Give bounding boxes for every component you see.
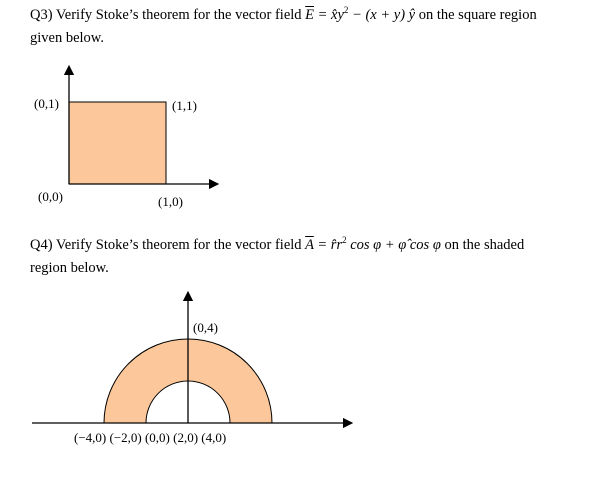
label-0-0: (0,0): [38, 189, 63, 204]
label-1-0: (1,0): [158, 194, 183, 209]
q3-line2: given below.: [30, 30, 104, 46]
q3-diagram: [69, 70, 214, 184]
q4-diagram: [32, 296, 348, 423]
label-0-1: (0,1): [34, 96, 59, 111]
q3-field-exp: 2: [343, 5, 349, 16]
label-0-4: (0,4): [193, 320, 218, 335]
q4-field-expr-2: cos φ + φ̂ cos φ: [346, 237, 441, 253]
q3-prefix: Q3) Verify Stoke’s theorem for the vector field: [30, 7, 306, 23]
q3-field-name: $\overline{E}$: [305, 7, 315, 23]
q4-line1: [30, 234, 524, 256]
q3-suffix: on the square region: [415, 7, 537, 23]
q4-field-name: $\overline{A}$: [305, 237, 314, 253]
q4-field-exp: 2: [342, 235, 347, 246]
q3-field-expr-1: = x̂y: [314, 7, 344, 23]
q4-field-expr-1: = r̂r: [313, 237, 343, 253]
q3-field-expr-2: − (x + y) ŷ: [348, 7, 416, 23]
x-axis-labels: (−4,0) (−2,0) (0,0) (2,0) (4,0): [74, 430, 227, 445]
label-1-1: (1,1): [172, 98, 197, 113]
q4-suffix: on the shaded: [440, 237, 525, 253]
square-region: [69, 102, 166, 184]
q4-prefix: Q4) Verify Stoke’s theorem for the vector field: [30, 237, 306, 253]
q4-line2: region below.: [30, 260, 109, 276]
